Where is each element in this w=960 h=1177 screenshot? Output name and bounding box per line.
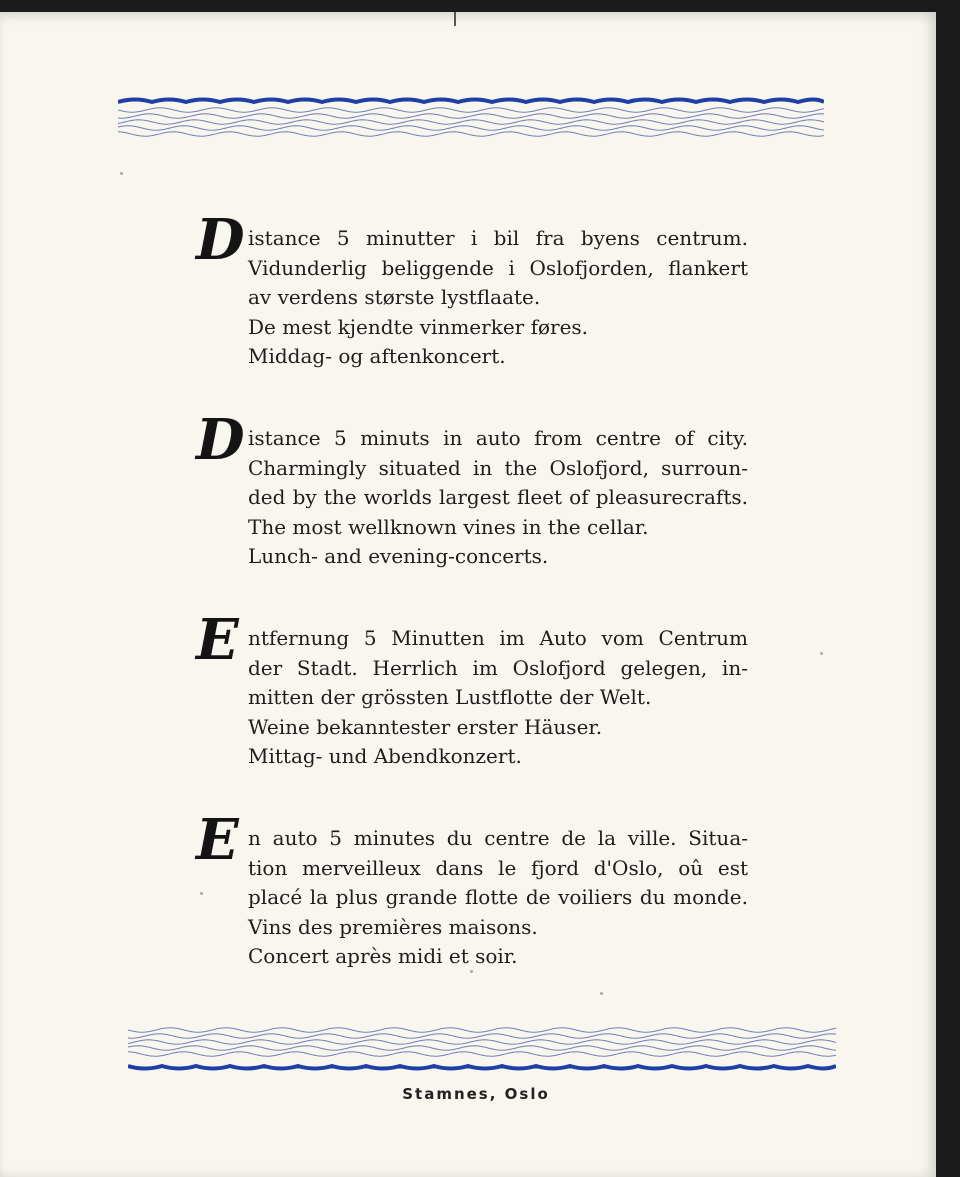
paragraph-german bbox=[196, 607, 756, 772]
text-line: n auto 5 minutes du centre de la ville. Situa- bbox=[248, 826, 748, 850]
text-line: Weine bekanntester erster Häuser. bbox=[248, 714, 603, 739]
printer-imprint: Stamnes, Oslo bbox=[402, 1085, 550, 1103]
text-line: tion merveilleux dans le fjord d'Oslo, oû est bbox=[248, 855, 748, 880]
text-line: ded by the worlds largest fleet of pleasurecrafts. bbox=[248, 485, 748, 510]
paragraph-english bbox=[196, 407, 756, 572]
paper-speck bbox=[120, 172, 123, 175]
text-line: Middag- og aftenkoncert. bbox=[248, 344, 506, 369]
top-wave-border bbox=[118, 84, 824, 140]
paper-speck bbox=[600, 992, 603, 995]
text-line: Concert après midi et soir. bbox=[248, 944, 518, 969]
text-line: ntfernung 5 Minutten im Auto vom Centrum bbox=[248, 626, 748, 650]
text-line: Charmingly situated in the Oslofjord, surroun- bbox=[248, 455, 748, 480]
paper-speck bbox=[470, 970, 473, 973]
paper-speck bbox=[200, 892, 203, 895]
drop-cap: E bbox=[196, 607, 239, 673]
text-line: av verdens største lystflaate. bbox=[248, 285, 541, 310]
paragraph-norwegian bbox=[196, 207, 756, 372]
bottom-wave-border bbox=[128, 1020, 836, 1078]
paragraph-french bbox=[196, 807, 756, 972]
paper-speck bbox=[820, 652, 823, 655]
drop-cap: D bbox=[196, 207, 245, 273]
text-line: istance 5 minuts in auto from centre of city. bbox=[248, 426, 748, 450]
drop-cap: E bbox=[196, 807, 239, 873]
page-fold-crease bbox=[454, 12, 456, 26]
text-line: mitten der grössten Lustflotte der Welt. bbox=[248, 685, 652, 710]
text-line: Lunch- and evening-concerts. bbox=[248, 544, 549, 569]
text-line: istance 5 minutter i bil fra byens centrum. bbox=[248, 226, 748, 250]
text-line: Vidunderlig beliggende i Oslofjorden, flankert bbox=[248, 255, 748, 280]
text-line: De mest kjendte vinmerker føres. bbox=[248, 314, 589, 339]
drop-cap: D bbox=[196, 407, 245, 473]
text-line: placé la plus grande flotte de voiliers du monde. bbox=[248, 885, 748, 910]
text-line: The most wellknown vines in the cellar. bbox=[248, 514, 649, 539]
text-line: Vins des premières maisons. bbox=[248, 914, 538, 939]
brochure-page bbox=[0, 12, 936, 1177]
text-line: Mittag- und Abendkonzert. bbox=[248, 744, 522, 769]
text-line: der Stadt. Herrlich im Oslofjord gelegen, in- bbox=[248, 655, 748, 680]
